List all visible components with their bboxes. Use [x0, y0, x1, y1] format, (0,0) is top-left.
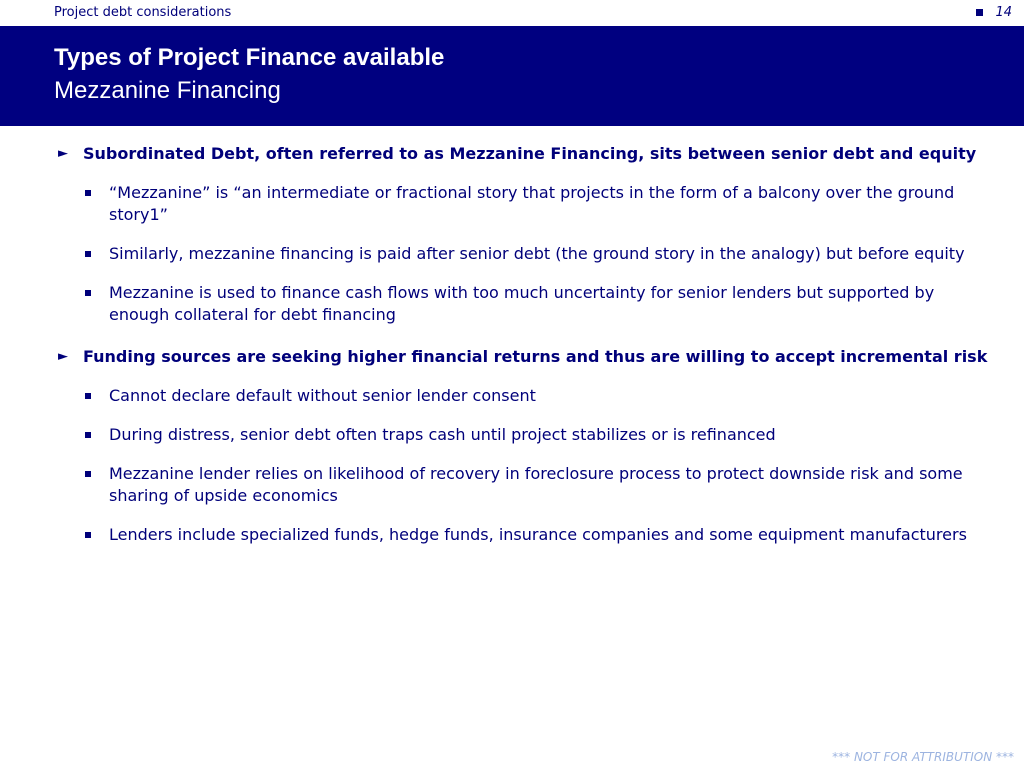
slide-subtitle: Mezzanine Financing [54, 77, 281, 104]
sub-bullet-text: “Mezzanine” is “an intermediate or fractional story that projects in the form of a balcony over the ground story1” [109, 183, 955, 224]
square-bullet-icon [85, 190, 91, 196]
bullet-block [54, 346, 998, 546]
square-bullet-icon [85, 532, 91, 538]
sub-bullet-text: Similarly, mezzanine financing is paid after senior debt (the ground story in the analogy) but before equity [109, 244, 965, 263]
square-bullet-icon [85, 251, 91, 257]
section-label: Project debt considerations [54, 5, 232, 20]
sub-bullet-point [54, 424, 998, 446]
square-bullet-icon [85, 393, 91, 399]
sub-bullet-point [54, 385, 998, 407]
slide-title: Types of Project Finance available [54, 44, 445, 71]
sub-bullet-point [54, 182, 998, 226]
triangle-right-bullet-icon: ► [58, 349, 68, 364]
sub-bullet-point [54, 463, 998, 507]
top-bar [0, 0, 1024, 26]
bullet-block [54, 143, 998, 326]
bullet-text: Subordinated Debt, often referred to as Mezzanine Financing, sits between senior debt and equity [83, 144, 977, 163]
sub-bullet-list [54, 182, 998, 326]
sub-bullet-text: Cannot declare default without senior lender consent [109, 386, 536, 405]
square-bullet-icon [85, 432, 91, 438]
square-bullet-icon [85, 471, 91, 477]
bullet-list [54, 143, 998, 546]
sub-bullet-text: Mezzanine is used to finance cash flows with too much uncertainty for senior lenders but supported by enough collateral for debt financing [109, 283, 935, 324]
footer-notice: *** NOT FOR ATTRIBUTION *** [832, 750, 1014, 764]
bullet-point [54, 346, 998, 368]
sub-bullet-text: During distress, senior debt often traps cash until project stabilizes or is refinanced [109, 425, 776, 444]
sub-bullet-point [54, 243, 998, 265]
square-bullet-icon [85, 290, 91, 296]
sub-bullet-text: Mezzanine lender relies on likelihood of recovery in foreclosure process to protect downside risk and some sharing of upside economics [109, 464, 963, 505]
page-number: 14 [995, 5, 1012, 20]
title-banner [0, 26, 1024, 126]
bullet-point [54, 143, 998, 165]
sub-bullet-point [54, 282, 998, 326]
sub-bullet-list [54, 385, 998, 546]
sub-bullet-point [54, 524, 998, 546]
bullet-text: Funding sources are seeking higher financial returns and thus are willing to accept incremental risk [83, 347, 988, 366]
sub-bullet-text: Lenders include specialized funds, hedge funds, insurance companies and some equipment manufacturers [109, 525, 967, 544]
small-square-icon [976, 9, 983, 16]
triangle-right-bullet-icon: ► [58, 146, 68, 161]
